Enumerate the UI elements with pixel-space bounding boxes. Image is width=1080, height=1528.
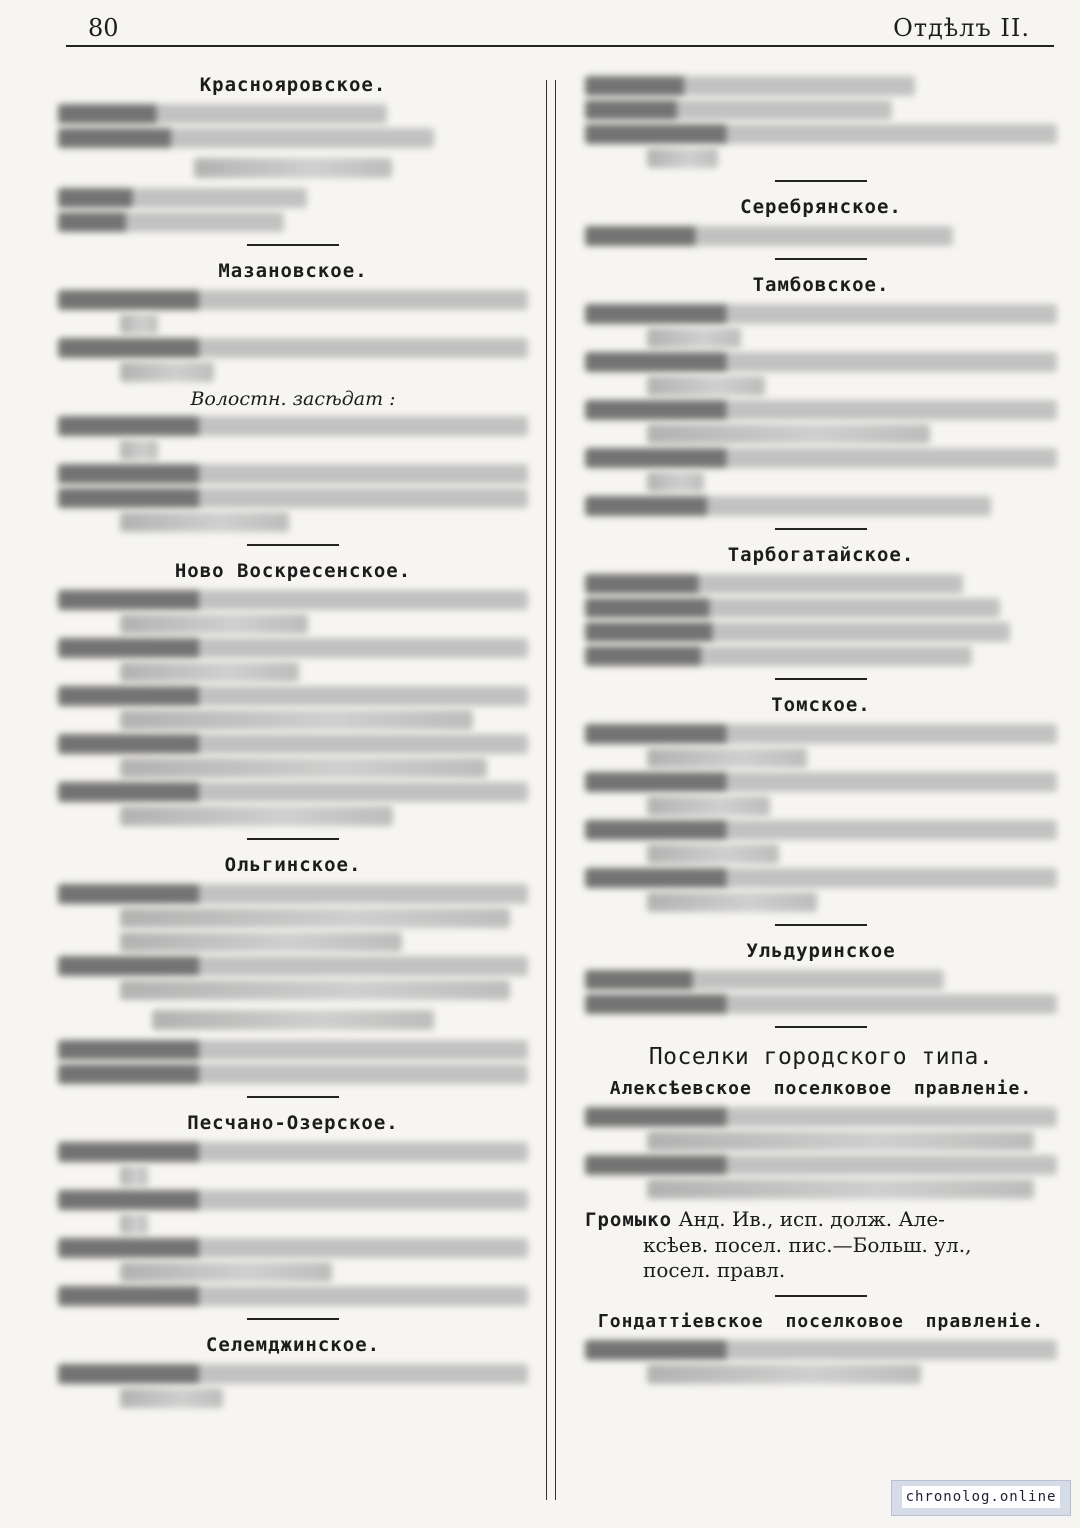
- blurred-entry: [585, 124, 1057, 168]
- entry-line: Анд. Ив., исп. долж. Але-: [678, 1207, 945, 1231]
- section-rule: [775, 924, 867, 926]
- blurred-entry: [58, 416, 528, 460]
- blurred-entry: [585, 646, 1057, 666]
- blurred-subheading: [58, 158, 528, 178]
- column-divider: [546, 80, 556, 1500]
- section-heading: Серебрянское.: [740, 196, 902, 218]
- blurred-entry: [58, 128, 528, 148]
- blurred-entry: [58, 1142, 528, 1186]
- section-rule: [247, 838, 339, 840]
- right-column: [585, 68, 1057, 1388]
- entry-line: ксѣев. посел. пис.—Больш. ул.,: [643, 1233, 972, 1257]
- blurred-entry: [585, 772, 1057, 816]
- section-rule: [247, 544, 339, 546]
- section-title: Отдѣлъ II.: [893, 14, 1030, 42]
- entry-surname: Громыко: [585, 1209, 673, 1231]
- blurred-entry: [58, 104, 528, 124]
- blurred-entry: [585, 820, 1057, 864]
- blurred-entry: [585, 574, 1057, 594]
- main-heading: Поселки городского типа.: [648, 1044, 994, 1070]
- blurred-entry: [58, 290, 528, 334]
- section-heading: Ульдуринское: [746, 940, 896, 962]
- section-heading: Селемджинское.: [205, 1334, 381, 1356]
- section-rule: [775, 1295, 867, 1297]
- blurred-entry: [585, 400, 1057, 444]
- blurred-entry: [585, 1155, 1057, 1199]
- blurred-entry: [585, 304, 1057, 348]
- blurred-entry: [58, 884, 528, 952]
- left-column: [58, 68, 528, 1412]
- blurred-entry: [585, 598, 1057, 618]
- section-rule: [775, 528, 867, 530]
- blurred-entry: [58, 1238, 528, 1282]
- entry-line: посел. правл.: [643, 1258, 786, 1282]
- blurred-entry: [58, 734, 528, 778]
- blurred-entry: [58, 686, 528, 730]
- section-subheading: Волостн. засѣдат :: [190, 388, 396, 410]
- watermark-text: chronolog.online: [902, 1486, 1060, 1508]
- blurred-entry: [58, 212, 528, 232]
- blurred-entry: [585, 100, 1057, 120]
- section-heading: Тамбовское.: [752, 274, 890, 296]
- blurred-entry: [585, 448, 1057, 492]
- blurred-entry: [585, 226, 1057, 246]
- section-heading: Гондаттіевское поселковое правленіе.: [597, 1311, 1045, 1332]
- section-rule: [775, 1026, 867, 1028]
- section-rule: [775, 180, 867, 182]
- section-heading: Алексѣевское поселковое правленіе.: [609, 1078, 1033, 1099]
- blurred-subheading: [58, 1010, 528, 1030]
- blurred-entry: [58, 338, 528, 382]
- blurred-entry: [585, 352, 1057, 396]
- section-heading: Краснояровское.: [199, 74, 387, 96]
- blurred-entry: [585, 622, 1057, 642]
- section-rule: [775, 258, 867, 260]
- blurred-entry: [58, 1040, 528, 1060]
- directory-entry: [585, 1207, 1057, 1283]
- blurred-entry: [58, 956, 528, 1000]
- section-rule: [247, 1318, 339, 1320]
- blurred-entry: [585, 496, 1057, 516]
- section-heading: Томское.: [771, 694, 871, 716]
- section-heading: Ново Воскресенское.: [174, 560, 412, 582]
- section-heading: Мазановское.: [218, 260, 368, 282]
- header-rule: [66, 45, 1054, 47]
- blurred-entry: [585, 868, 1057, 912]
- blurred-entry: [58, 464, 528, 484]
- blurred-entry: [58, 782, 528, 826]
- section-heading: Тарбогатайское.: [727, 544, 915, 566]
- blurred-entry: [585, 994, 1057, 1014]
- blurred-entry: [58, 188, 528, 208]
- blurred-entry: [58, 1364, 528, 1408]
- section-heading: Песчано-Озерское.: [187, 1112, 399, 1134]
- blurred-entry: [58, 1064, 528, 1084]
- blurred-entry: [585, 724, 1057, 768]
- blurred-entry: [585, 970, 1057, 990]
- blurred-entry: [58, 590, 528, 634]
- watermark-badge[interactable]: [891, 1480, 1071, 1516]
- section-rule: [247, 244, 339, 246]
- blurred-entry: [58, 1190, 528, 1234]
- blurred-entry: [58, 488, 528, 532]
- blurred-entry: [58, 1286, 528, 1306]
- section-rule: [775, 678, 867, 680]
- section-heading: Ольгинское.: [224, 854, 362, 876]
- blurred-entry: [585, 76, 1057, 96]
- blurred-entry: [585, 1340, 1057, 1384]
- page-number: 80: [88, 14, 119, 42]
- blurred-entry: [58, 638, 528, 682]
- section-rule: [247, 1096, 339, 1098]
- blurred-entry: [585, 1107, 1057, 1151]
